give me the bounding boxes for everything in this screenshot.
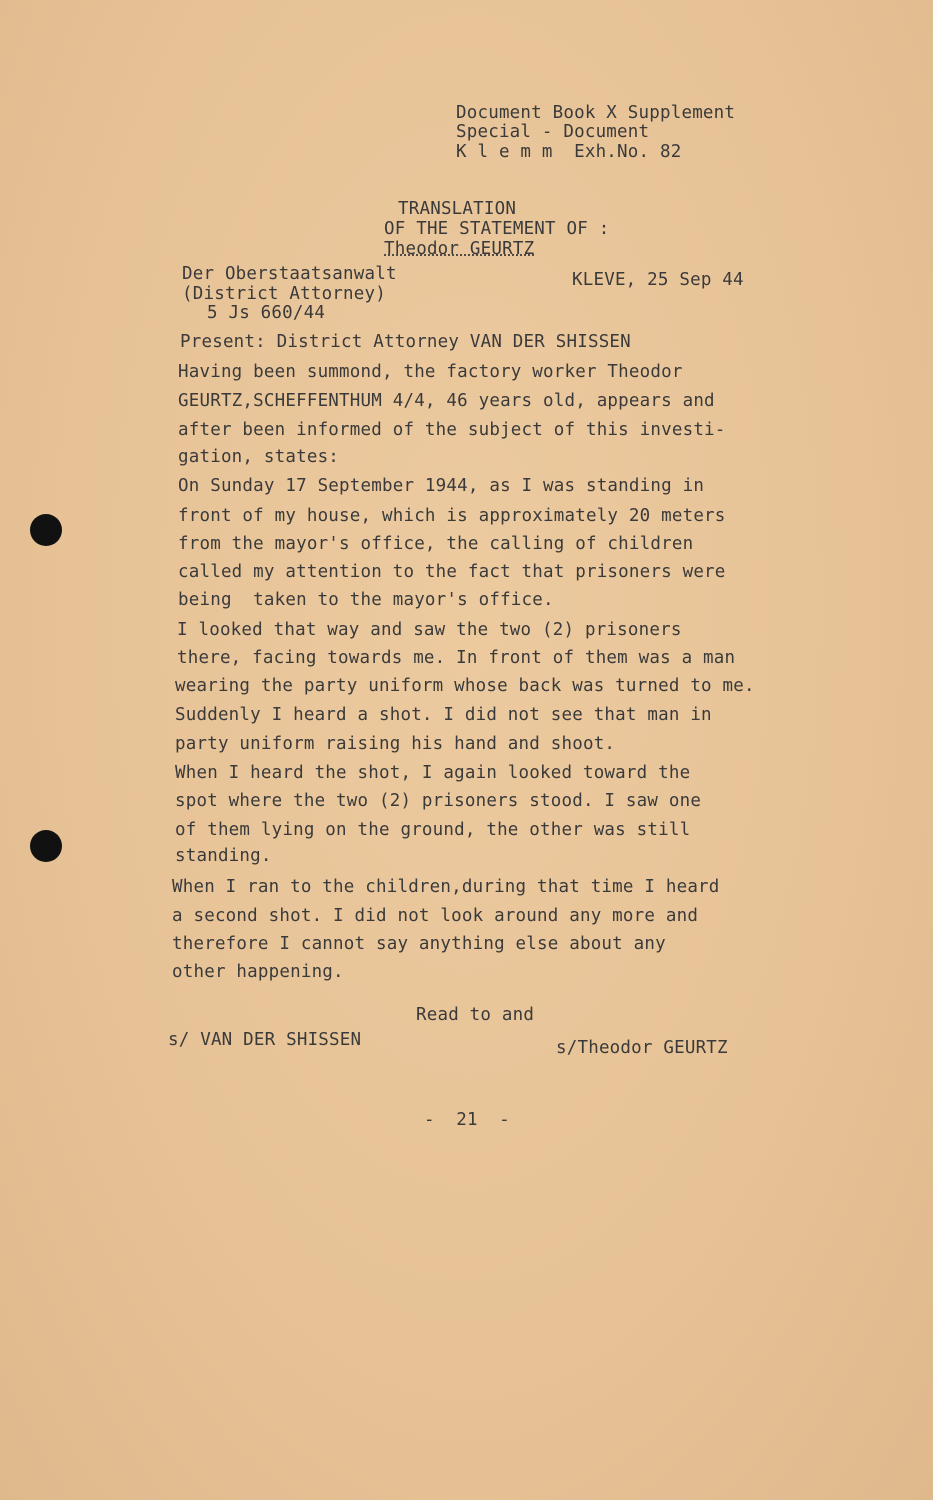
body-line: after been informed of the subject of this investi- (178, 420, 726, 440)
body-line: When I ran to the children,during that time I heard (172, 877, 720, 897)
punch-hole (30, 830, 62, 862)
body-line: spot where the two (2) prisoners stood. I saw one (175, 791, 702, 811)
body-line: therefore I cannot say anything else about any (172, 934, 666, 954)
body-line: I looked that way and saw the two (2) prisoners (177, 620, 682, 640)
office-line-1: Der Oberstaatsanwalt (182, 264, 397, 284)
body-line: there, facing towards me. In front of them was a man (177, 648, 736, 668)
body-line: gation, states: (178, 447, 340, 467)
body-line: being taken to the mayor's office. (178, 590, 554, 610)
body-line: party uniform raising his hand and shoot. (175, 734, 616, 754)
body-line: called my attention to the fact that prisoners were (178, 562, 726, 582)
title-line-2: OF THE STATEMENT OF : (384, 219, 610, 239)
body-line: a second shot. I did not look around any more and (172, 906, 699, 926)
page-number: - 21 - (424, 1110, 510, 1130)
title-line-1: TRANSLATION (398, 199, 517, 219)
body-line: front of my house, which is approximately 20 meters (178, 506, 726, 526)
signature-right: s/Theodor GEURTZ (556, 1038, 728, 1058)
body-line: standing. (175, 846, 272, 866)
office-line-2: (District Attorney) (182, 284, 386, 304)
body-line: wearing the party uniform whose back was turned to me. (175, 676, 755, 696)
signature-left: s/ VAN DER SHISSEN (168, 1030, 362, 1050)
office-line-3: 5 Js 660/44 (207, 303, 326, 323)
body-line: When I heard the shot, I again looked toward the (175, 763, 691, 783)
body-line: Having been summond, the factory worker Theodor (178, 362, 683, 382)
body-line: On Sunday 17 September 1944, as I was standing in (178, 476, 705, 496)
header-line-2: Special - Document (456, 122, 650, 142)
punch-hole (30, 514, 62, 546)
title-line-3: Theodor GEURTZ (384, 239, 535, 259)
read-to-line: Read to and (416, 1005, 535, 1025)
place-date: KLEVE, 25 Sep 44 (572, 270, 744, 290)
body-line: other happening. (172, 962, 344, 982)
body-line: Present: District Attorney VAN DER SHISSEN (180, 332, 631, 352)
header-line-3: K l e m m Exh.No. 82 (456, 142, 682, 162)
body-line: Suddenly I heard a shot. I did not see that man in (175, 705, 712, 725)
body-line: from the mayor's office, the calling of children (178, 534, 694, 554)
body-line: of them lying on the ground, the other was still (175, 820, 691, 840)
body-line: GEURTZ,SCHEFFENTHUM 4/4, 46 years old, appears and (178, 391, 715, 411)
header-line-1: Document Book X Supplement (456, 103, 736, 123)
